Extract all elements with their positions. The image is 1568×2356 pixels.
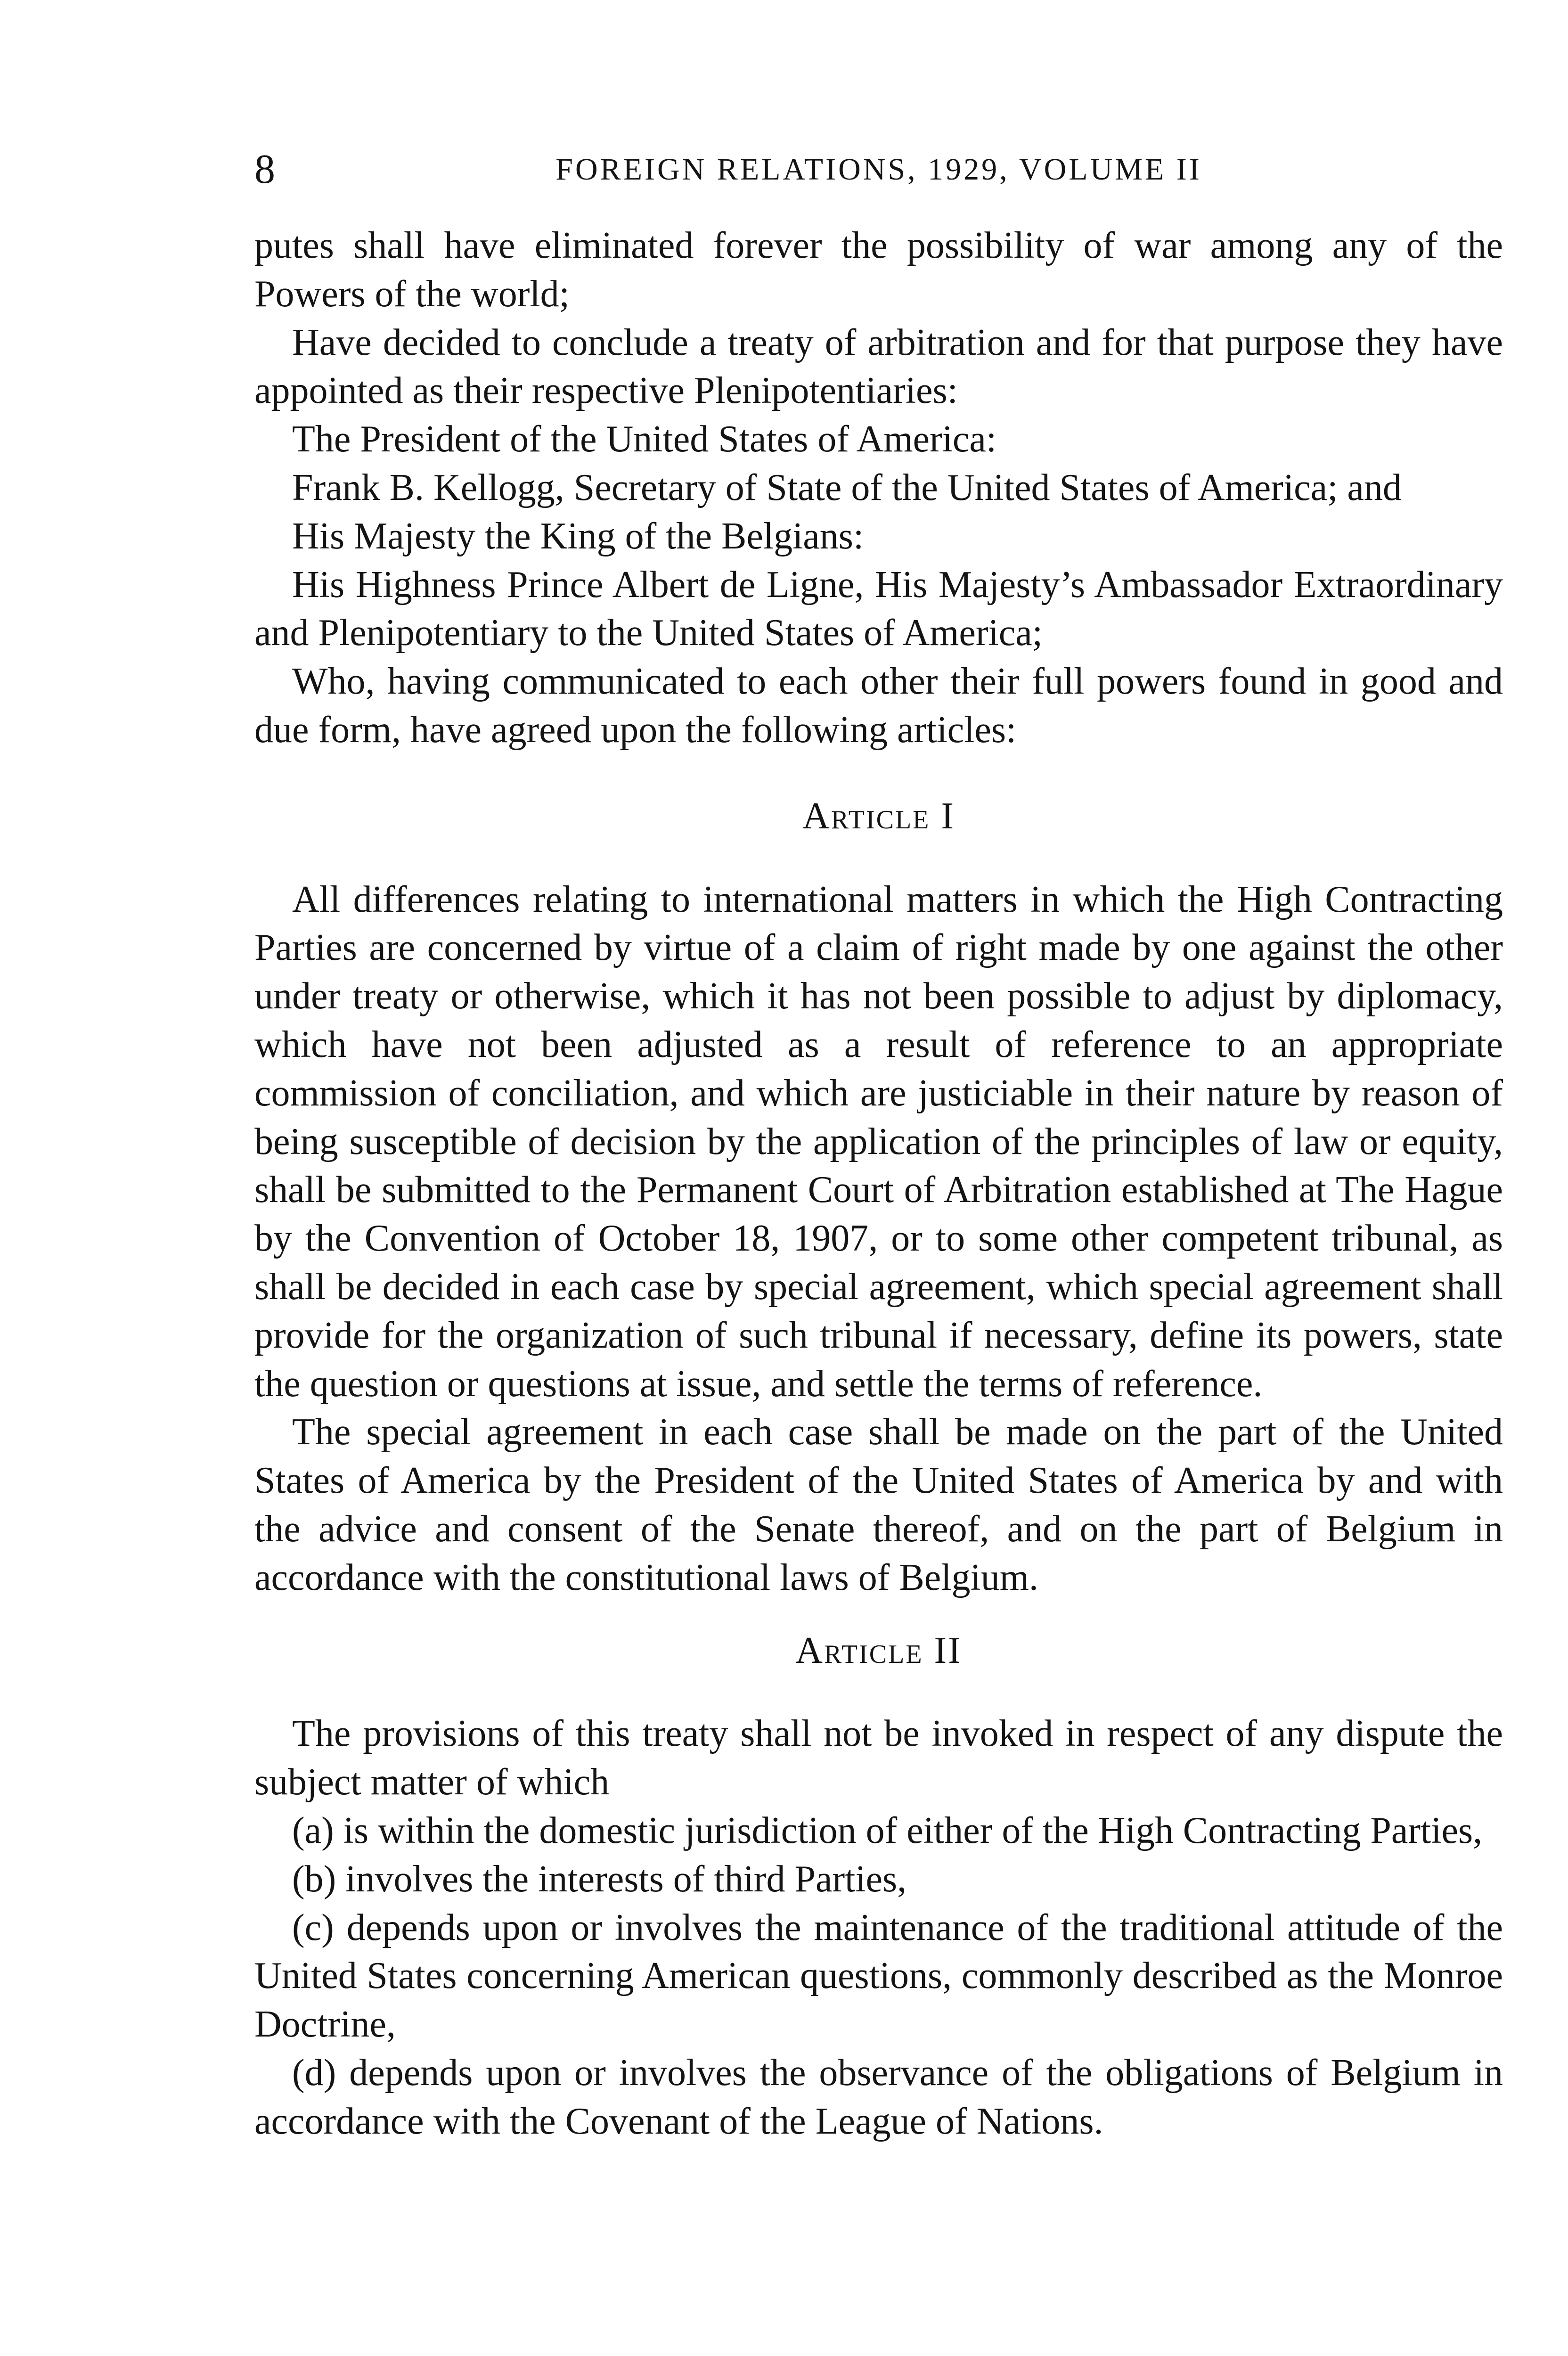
article-2-clause-d: (d) depends upon or involves the observance of the obligations of Belgium in accordance with the Covenant of the League of Nations. bbox=[254, 2052, 1503, 2142]
article-1-paragraph: All differences relating to international matters in which the High Contracting Parties are concerned by virtue of a claim of right made by one against the other under treaty or otherwise, which it has not been possible to adjust by diplomacy, which have not been adjusted as a result of reference to an appropriate commission of conciliation, and which are justiciable in their nature by reason of being susceptible of decision by the application of the principles of law or equity, shall be submitted to the Permanent Court of Arbitration established at The Hague by the Convention of October 18, 1907, or to some other competent tribunal, as shall be decided in each case by special agreement, which special agreement shall provide for the organization of such tribunal if necessary, define its powers, state the question or questions at issue, and settle the terms of reference. bbox=[254, 878, 1503, 1405]
article-2-heading: Article II bbox=[795, 1629, 962, 1671]
preamble-paragraph: putes shall have eliminated forever the possibility of war among any of the Powers of the world; bbox=[254, 225, 1503, 315]
preamble-paragraph: His Highness Prince Albert de Ligne, His Majesty’s Ambassador Extraordinary and Plenipotentiary to the United States of America; bbox=[254, 564, 1503, 654]
article-2-paragraph: The provisions of this treaty shall not be invoked in respect of any dispute the subject matter of which bbox=[254, 1713, 1503, 1803]
article-1-paragraph: The special agreement in each case shall be made on the part of the United States of America by the President of the United States of America by and with the advice and consent of the Senate thereof, and on the part of Belgium in accordance with the constitutional laws of Belgium. bbox=[254, 1411, 1503, 1598]
article-2-clause-b: (b) involves the interests of third Parties, bbox=[292, 1858, 907, 1900]
preamble-paragraph: His Majesty the King of the Belgians: bbox=[292, 515, 864, 557]
article-1-heading: Article I bbox=[802, 795, 956, 837]
preamble-paragraph: Who, having communicated to each other their full powers found in good and due form, have agreed upon the following articles: bbox=[254, 661, 1503, 751]
page-number: 8 bbox=[254, 147, 275, 192]
preamble-paragraph: The President of the United States of America: bbox=[292, 418, 997, 460]
article-2-clause-a: (a) is within the domestic jurisdiction of either of the High Contracting Parties, bbox=[292, 1809, 1483, 1851]
page-header bbox=[254, 141, 1503, 198]
document-body bbox=[254, 221, 1503, 2145]
running-head: FOREIGN RELATIONS, 1929, VOLUME II bbox=[555, 152, 1202, 187]
preamble-paragraph: Frank B. Kellogg, Secretary of State of the United States of America; and bbox=[292, 466, 1402, 508]
article-2-clause-c: (c) depends upon or involves the maintenance of the traditional attitude of the United States concerning American questions, commonly described as the Monroe Doctrine, bbox=[254, 1906, 1503, 2045]
preamble-paragraph: Have decided to conclude a treaty of arbitration and for that purpose they have appointed as their respective Plenipotentiaries: bbox=[254, 321, 1503, 412]
